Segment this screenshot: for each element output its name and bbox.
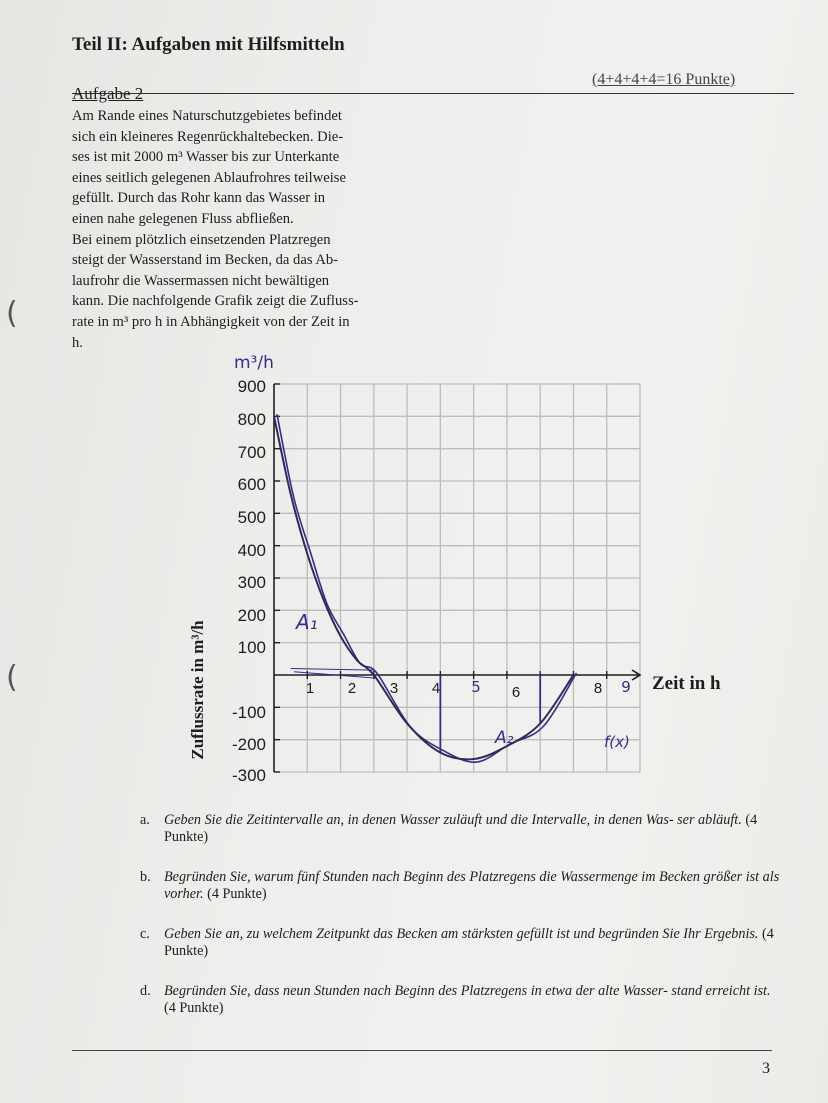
handwritten-unit: m³/h <box>234 353 274 373</box>
task-label: Aufgabe 2 <box>72 84 144 103</box>
subtask-points: (4 Punkte) <box>207 886 267 902</box>
y-tick-label: 500 <box>237 508 266 527</box>
handwritten-x-tick: 5 <box>471 678 481 696</box>
x-tick-label: 2 <box>347 680 357 697</box>
x-tick-label: 6 <box>511 684 521 701</box>
y-tick-label: 400 <box>237 541 266 560</box>
handwritten-function-label: f(x) <box>604 733 630 751</box>
y-tick-label: -100 <box>231 703 266 722</box>
subtask-text: Geben Sie die Zeitintervalle an, in denen Wasser zuläuft und die Intervalle, in denen Was- ser abläuft. <box>164 812 742 828</box>
subtask-text: Begründen Sie, warum fünf Stunden nach Beginn des Platzregens die Wassermenge im Becken größer ist als vorher. <box>164 869 780 902</box>
intro-line: kann. Die nachfolgende Grafik zeigt die Zufluss- <box>72 293 359 310</box>
y-tick-label: 800 <box>237 410 266 429</box>
y-tick-label: 600 <box>237 475 266 494</box>
footer-rule <box>72 1050 772 1051</box>
y-tick-label: 200 <box>237 606 266 625</box>
punch-hole-mark: ( <box>6 296 18 331</box>
handwritten-hatch-line <box>291 669 374 671</box>
intro-line: laufrohr die Wassermassen nicht bewältigen <box>72 272 330 289</box>
subtask-a <box>140 812 780 846</box>
subtask-text: Begründen Sie, dass neun Stunden nach Beginn des Platzregens in etwa der alte Wasser- stand erreicht ist. <box>164 983 771 999</box>
intro-line: gefüllt. Durch das Rohr kann das Wasser in <box>72 190 326 207</box>
y-tick-label: 700 <box>237 443 266 462</box>
intro-text <box>72 106 407 353</box>
subtask-d <box>140 983 780 1017</box>
intro-line: h. <box>72 334 83 351</box>
y-axis-title: Zuflussrate in m³/h <box>188 620 207 760</box>
handwritten-curve <box>277 414 576 762</box>
subtask-letter: b. <box>140 869 151 885</box>
x-tick-label: 1 <box>305 680 315 697</box>
punch-hole-mark: ( <box>6 660 18 695</box>
subtask-points: (4 Punkte) <box>164 926 774 959</box>
subtask-c <box>140 926 780 960</box>
intro-line: ses ist mit 2000 m³ Wasser bis zur Unterkante <box>72 149 340 166</box>
subtask-letter: a. <box>140 812 150 828</box>
intro-line: Am Rande eines Naturschutzgebietes befindet <box>72 108 342 124</box>
x-tick-label: 8 <box>593 680 603 697</box>
intro-line: steigt der Wasserstand im Becken, da das Ab- <box>72 252 339 269</box>
y-axis-title-wrap <box>178 560 218 820</box>
subtask-text: Geben Sie an, zu welchem Zeitpunkt das Becken am stärksten gefüllt ist und begründen Sie Ihr Ergebnis. <box>164 926 759 942</box>
subtask-letter: c. <box>140 926 150 942</box>
y-tick-label: 900 <box>237 377 266 396</box>
handwritten-area-a1: A₁ <box>296 610 318 634</box>
y-tick-label: 100 <box>237 638 266 657</box>
handwritten-annotations <box>277 414 576 762</box>
y-tick-label: 300 <box>237 573 266 592</box>
subtask-b <box>140 869 780 903</box>
intro-line: sich ein kleineres Regenrückhaltebecken. Die- <box>72 128 344 145</box>
x-tick-label: 4 <box>431 680 441 697</box>
header-rule <box>72 93 794 94</box>
handwritten-x-tick: 9 <box>621 678 631 696</box>
section-title: Teil II: Aufgaben mit Hilfsmitteln <box>72 34 345 55</box>
y-tick-label: -300 <box>231 766 266 785</box>
y-tick-label: -200 <box>231 735 266 754</box>
intro-line: einen nahe gelegenen Fluss abfließen. <box>72 210 294 227</box>
task-points: (4+4+4+4=16 Punkte) <box>592 71 736 88</box>
intro-line: Bei einem plötzlich einsetzenden Platzregen <box>72 231 331 248</box>
subtask-list <box>140 812 780 1040</box>
subtask-points: (4 Punkte) <box>164 812 758 845</box>
subtask-letter: d. <box>140 983 151 999</box>
page-number: 3 <box>762 1060 770 1077</box>
chart-grid <box>274 384 640 772</box>
handwritten-area-a2: A₂ <box>495 728 514 748</box>
inflow-rate-chart <box>270 380 650 780</box>
intro-line: eines seitlich gelegenen Ablaufrohres teilweise <box>72 169 346 186</box>
x-axis-title: Zeit in h <box>652 673 721 694</box>
intro-line: rate in m³ pro h in Abhängigkeit von der Zeit in <box>72 313 350 330</box>
x-tick-label: 3 <box>389 680 399 697</box>
subtask-points: (4 Punkte) <box>164 1000 224 1016</box>
